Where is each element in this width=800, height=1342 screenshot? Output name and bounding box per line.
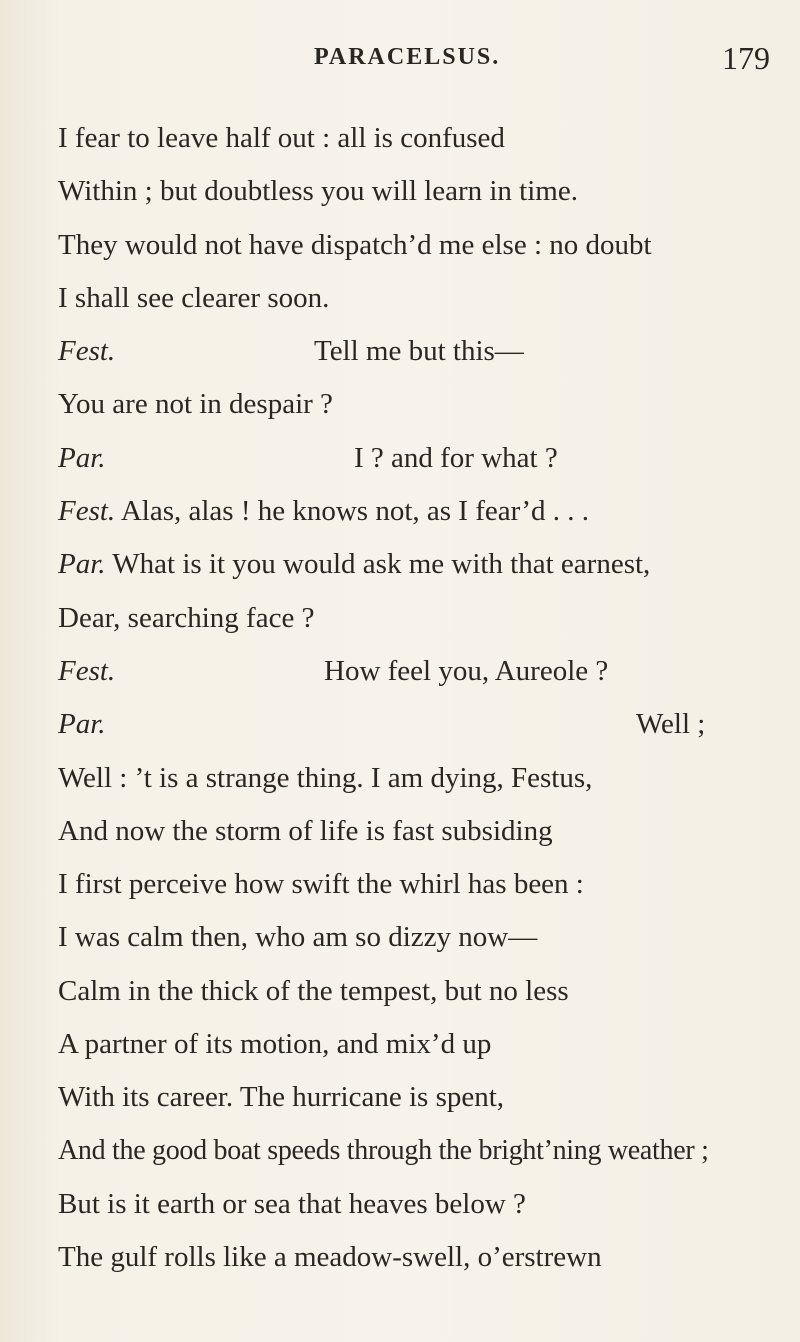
verse-text: With its career. The hurricane is spent, — [58, 1081, 505, 1113]
verse-text: Calm in the thick of the tempest, but no less — [58, 975, 569, 1007]
verse-text: Well ; — [636, 708, 706, 740]
page-number: 179 — [722, 40, 770, 76]
verse-text: You are not in despair ? — [58, 388, 333, 420]
verse-line — [58, 604, 314, 633]
speaker-name: Fest. — [58, 335, 116, 367]
verse-text: But is it earth or sea that heaves below ? — [58, 1188, 526, 1220]
verse-line — [58, 124, 505, 153]
verse-text: I ? and for what ? — [354, 442, 558, 474]
verse-text: Well : ’t is a strange thing. I am dying, Festus, — [58, 762, 593, 794]
verse-line — [58, 1083, 504, 1112]
speaker-name: Par. — [58, 708, 106, 740]
verse-line — [58, 497, 589, 526]
verse-text: I first perceive how swift the whirl has been : — [58, 868, 584, 900]
verse-text: How feel you, Aureole ? — [324, 655, 609, 687]
verse-text: And now the storm of life is fast subsiding — [58, 815, 553, 847]
verse-line — [58, 870, 584, 899]
verse-line — [58, 284, 329, 313]
verse-line — [58, 923, 537, 952]
verse-line — [58, 708, 706, 740]
verse-line — [58, 231, 652, 260]
verse-text: Within ; but doubtless you will learn in time. — [58, 175, 578, 207]
verse-text: They would not have dispatch’d me else : no doubt — [58, 229, 652, 261]
verse-text: I was calm then, who am so dizzy now— — [58, 921, 538, 953]
verse-line — [58, 335, 524, 367]
verse-line — [58, 1243, 602, 1272]
verse-text: Alas, alas ! he knows not, as I fear’d . . . — [120, 495, 590, 527]
running-title: PARACELSUS. — [314, 44, 501, 70]
verse-text: I fear to leave half out : all is confused — [58, 122, 505, 154]
verse-text: The gulf rolls like a meadow-swell, o’erstrewn — [58, 1241, 602, 1273]
verse-text: Tell me but this— — [314, 335, 524, 367]
verse-line — [58, 550, 650, 579]
verse-line — [58, 442, 558, 474]
verse-text: Dear, searching face ? — [58, 602, 315, 634]
speaker-name: Par. — [58, 442, 106, 474]
verse-line — [58, 655, 609, 687]
verse-line — [58, 1190, 526, 1219]
verse-line — [58, 1030, 491, 1059]
verse-text: And the good boat speeds through the bright’ning weather ; — [58, 1135, 709, 1166]
verse-line — [58, 1137, 709, 1165]
verse-line — [58, 817, 553, 846]
speaker-name: Fest. — [58, 655, 116, 687]
verse-line — [58, 977, 569, 1006]
speaker-name: Fest. — [58, 495, 116, 527]
verse-text: What is it you would ask me with that earnest, — [112, 548, 651, 580]
verse-text: A partner of its motion, and mix’d up — [58, 1028, 492, 1060]
verse-text: I shall see clearer soon. — [58, 282, 330, 314]
verse-line — [58, 177, 578, 206]
verse-line — [58, 764, 592, 793]
verse-line — [58, 390, 333, 419]
speaker-name: Par. — [58, 548, 106, 580]
